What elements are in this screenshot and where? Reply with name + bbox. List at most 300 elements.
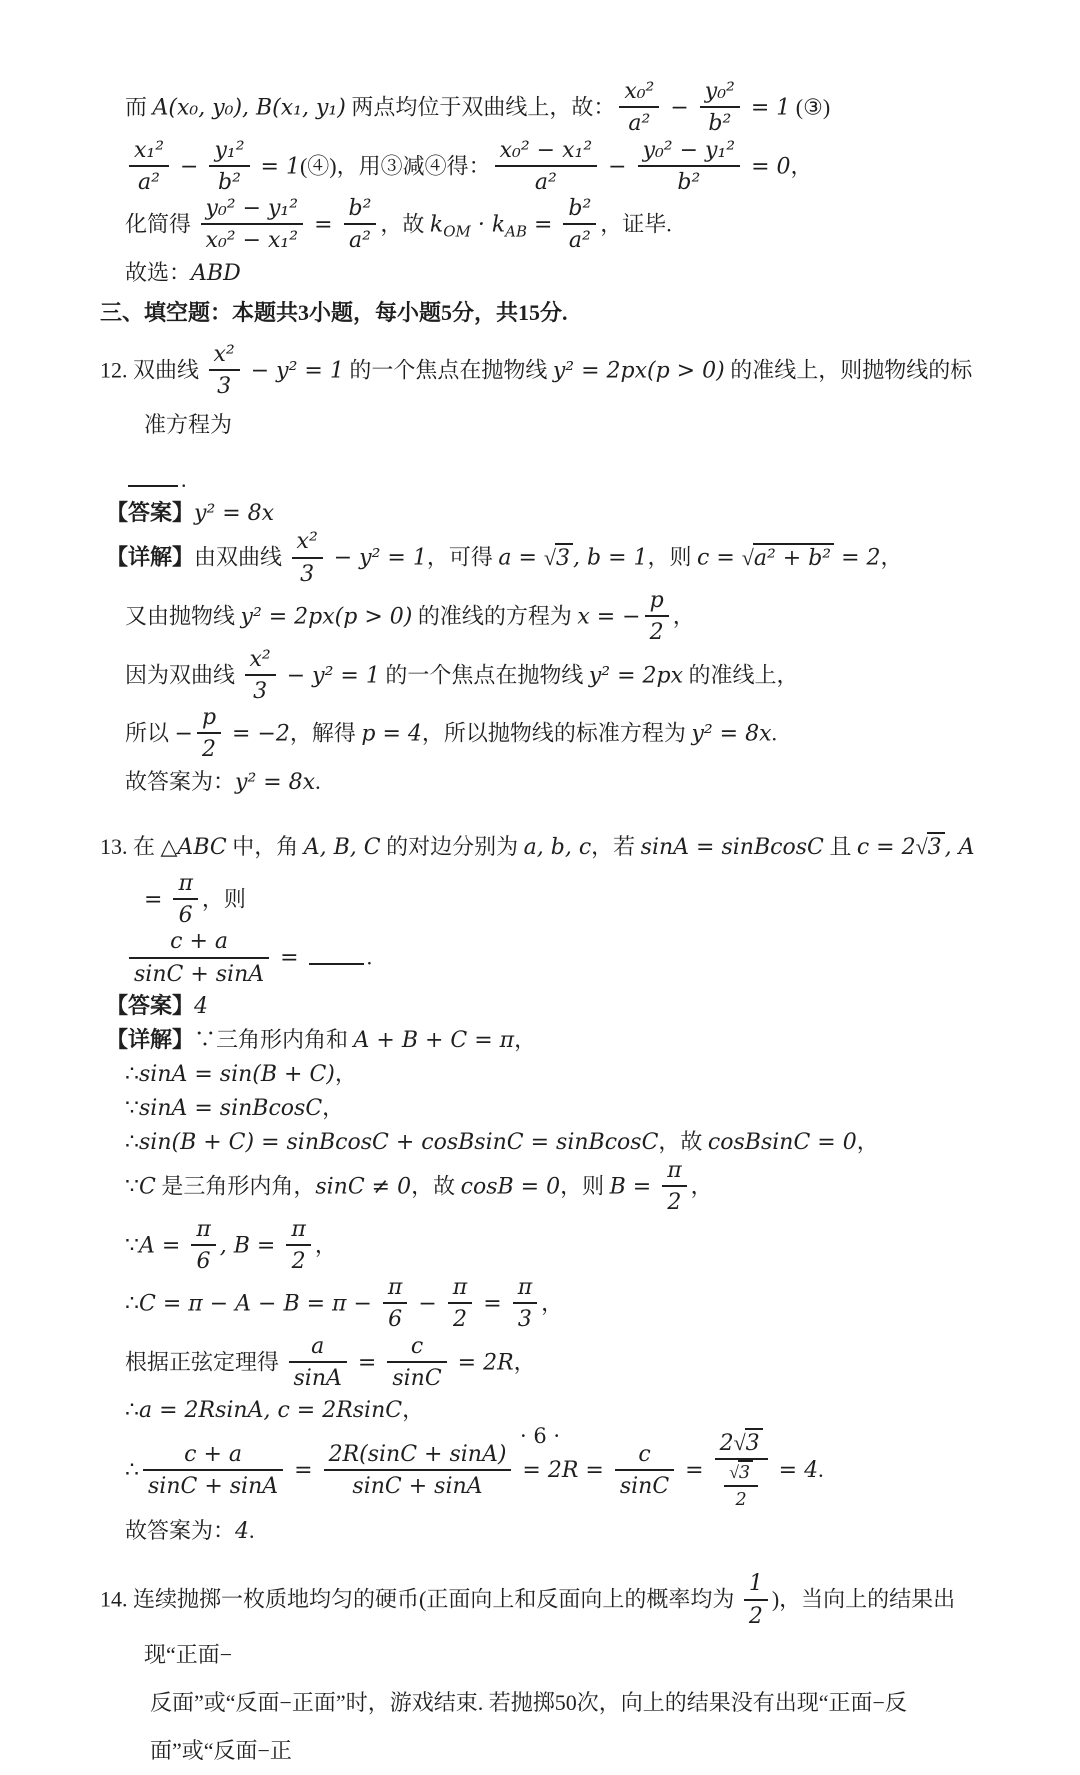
math-run: sin(B + C) = sinBcosC + cosBsinC = sinBcosC bbox=[139, 1129, 659, 1155]
numerator bbox=[201, 195, 304, 225]
q12-solution-3 bbox=[125, 648, 988, 707]
text-run: 的一个焦点在抛物线 bbox=[343, 357, 553, 383]
fraction bbox=[513, 1274, 537, 1333]
proof-step-3 bbox=[125, 197, 988, 256]
math-run: B = bbox=[609, 1174, 659, 1200]
math-run: = −2 bbox=[225, 721, 290, 747]
numerator bbox=[173, 870, 197, 900]
numerator bbox=[209, 137, 249, 167]
text-run: )，当向上的结果出现“正面− bbox=[144, 1586, 956, 1667]
math-run: , A = bbox=[144, 834, 975, 913]
math-run: A, B, C bbox=[303, 834, 381, 860]
fraction bbox=[173, 870, 197, 929]
denominator bbox=[197, 734, 221, 762]
text-run: 且 bbox=[823, 833, 857, 859]
numerator bbox=[383, 1274, 407, 1304]
math-run: 3 bbox=[217, 374, 232, 400]
math-run: = bbox=[307, 212, 340, 238]
denominator bbox=[645, 617, 669, 645]
fraction bbox=[495, 137, 598, 196]
q13-solution-5 bbox=[125, 1159, 988, 1218]
fraction bbox=[292, 528, 323, 587]
numerator bbox=[191, 1216, 215, 1246]
math-run: = 1 bbox=[253, 153, 300, 179]
text-run: ， bbox=[513, 1349, 536, 1375]
text-run: ，故 bbox=[380, 211, 430, 237]
denominator bbox=[662, 1187, 686, 1215]
math-run: , b = 1 bbox=[573, 545, 648, 571]
denominator bbox=[344, 225, 377, 253]
numerator bbox=[495, 137, 598, 167]
text-run: ，则 bbox=[201, 886, 246, 912]
math-run: a² bbox=[138, 169, 160, 195]
text-run: 的对边分别为 bbox=[380, 833, 524, 859]
math-run: = 2R bbox=[450, 1350, 514, 1376]
math-run: = 0 bbox=[744, 153, 791, 179]
math-run: π bbox=[667, 1157, 682, 1183]
math-run: 3 bbox=[927, 834, 942, 860]
math-run: c + a bbox=[184, 1441, 242, 1467]
math-run: = 4 bbox=[771, 1458, 819, 1484]
q12-solution-1 bbox=[106, 530, 988, 589]
text-run: . bbox=[366, 944, 373, 970]
fraction bbox=[563, 195, 596, 254]
proof-step-1 bbox=[125, 80, 988, 139]
math-run: − bbox=[601, 153, 634, 179]
radicand bbox=[555, 543, 573, 570]
denominator bbox=[387, 1363, 446, 1391]
math-run: k bbox=[429, 212, 444, 238]
math-run: a = 2RsinA, c = 2RsinC bbox=[139, 1398, 403, 1424]
math-run: b² bbox=[708, 111, 732, 137]
q12-solution-2 bbox=[125, 589, 988, 648]
math-run: 2 bbox=[453, 1307, 468, 1333]
fraction bbox=[324, 1441, 512, 1500]
fraction bbox=[344, 195, 377, 254]
math-run: sinA = sinBcosC bbox=[640, 834, 824, 860]
math-run: A + B + C = π bbox=[353, 1027, 515, 1053]
math-run: = 2 bbox=[834, 545, 881, 571]
math-run: 4 bbox=[235, 1519, 250, 1545]
math-run: x₁² bbox=[134, 137, 165, 163]
fraction bbox=[615, 1441, 674, 1500]
question-13-blank bbox=[125, 930, 988, 989]
numerator bbox=[513, 1274, 537, 1304]
math-subscript: AB bbox=[505, 222, 527, 241]
math-run: 1 bbox=[748, 1571, 763, 1597]
numerator bbox=[662, 1157, 686, 1187]
math-subscript: OM bbox=[443, 222, 471, 241]
math-run: y² = 8x bbox=[194, 501, 275, 527]
math-run: 2 bbox=[748, 1603, 763, 1629]
math-run: = bbox=[526, 212, 560, 238]
fraction bbox=[143, 1441, 283, 1500]
math-run: sinA bbox=[293, 1366, 342, 1392]
denominator bbox=[289, 1363, 347, 1391]
text-run: 而 bbox=[125, 94, 153, 120]
denominator bbox=[513, 1304, 537, 1332]
math-run: sinC + sinA bbox=[148, 1474, 279, 1500]
math-run: b² bbox=[568, 196, 592, 222]
q12-final-answer bbox=[125, 765, 988, 799]
math-run: y² = 8x bbox=[235, 769, 316, 795]
text-run: ，故 bbox=[658, 1128, 708, 1154]
text-run: ∴ bbox=[125, 1060, 139, 1086]
math-run: a, b, c bbox=[523, 834, 592, 860]
question-12-answer bbox=[106, 496, 988, 530]
math-run: ABD bbox=[191, 260, 241, 286]
numerator bbox=[638, 137, 741, 167]
math-run: x² bbox=[213, 341, 235, 367]
math-run: 3 bbox=[745, 1430, 760, 1456]
numerator bbox=[129, 928, 269, 958]
denominator bbox=[383, 1304, 407, 1332]
radical-sign: √ bbox=[729, 1462, 739, 1483]
denominator bbox=[715, 1460, 768, 1510]
math-run: = bbox=[350, 1350, 384, 1376]
fraction bbox=[619, 78, 659, 137]
math-run: b² bbox=[677, 169, 701, 195]
text-run: 又由抛物线 bbox=[125, 603, 241, 629]
text-run: ∵ bbox=[125, 1094, 139, 1120]
text-run: ∴ bbox=[125, 1290, 139, 1316]
text-run: 反面”或“反面−正面”时，游戏结束. 若抛掷50次，向上的结果没有出现“正面−反面”或“反面−正 bbox=[150, 1689, 907, 1763]
math-run: = 1 bbox=[743, 95, 791, 121]
math-run: 3 bbox=[556, 545, 570, 571]
fraction bbox=[129, 137, 169, 196]
math-run: = bbox=[678, 1458, 711, 1484]
math-run: , B = bbox=[219, 1232, 283, 1258]
math-run: A = bbox=[139, 1232, 188, 1258]
q13-solution-3 bbox=[125, 1091, 988, 1125]
text-run: ， bbox=[314, 1231, 337, 1257]
text-run: 是三角形内角， bbox=[155, 1173, 316, 1199]
text-run: ，可得 bbox=[426, 544, 499, 570]
label-run: 三、填空题：本题共3小题，每小题5分，共15分. bbox=[100, 299, 568, 325]
fraction bbox=[209, 341, 240, 400]
math-run: π bbox=[517, 1275, 533, 1301]
math-run: 2 bbox=[202, 737, 216, 763]
radicand bbox=[753, 543, 834, 570]
math-run: 2 bbox=[649, 620, 664, 646]
text-run: 故答案为： bbox=[125, 1518, 236, 1544]
text-run: ∴ bbox=[125, 1457, 139, 1483]
text-run: 因为双曲线 bbox=[125, 661, 241, 687]
text-run: 故选： bbox=[125, 259, 192, 285]
text-run: ， bbox=[690, 1173, 713, 1199]
math-run: y² = 2px(p > 0) bbox=[552, 358, 725, 384]
math-run: π bbox=[178, 870, 193, 896]
math-run: C bbox=[139, 1174, 156, 1200]
math-run: − bbox=[173, 153, 206, 179]
math-run: x = − bbox=[577, 604, 641, 630]
denominator bbox=[201, 225, 304, 253]
question-12 bbox=[100, 343, 988, 450]
denominator bbox=[292, 559, 323, 587]
text-run: . bbox=[181, 467, 187, 493]
text-run: ，若 bbox=[591, 833, 641, 859]
fraction bbox=[201, 195, 304, 254]
radical-sign: √ bbox=[733, 1429, 746, 1455]
denominator bbox=[245, 676, 276, 704]
math-run: cosBsinC = 0 bbox=[707, 1129, 857, 1155]
fraction bbox=[245, 646, 276, 705]
numerator bbox=[744, 1570, 768, 1600]
denominator bbox=[143, 1471, 283, 1499]
denominator bbox=[448, 1304, 472, 1332]
numerator bbox=[209, 341, 240, 371]
text-run: . bbox=[818, 1457, 824, 1483]
math-run: 3 bbox=[253, 678, 268, 704]
math-run: a² bbox=[348, 228, 371, 254]
math-run: 2 bbox=[735, 1490, 747, 1511]
math-run: c bbox=[410, 1333, 424, 1359]
math-run: cosB = 0 bbox=[460, 1174, 561, 1200]
text-run: 中，角 bbox=[226, 833, 304, 859]
sqrt-radical bbox=[742, 545, 834, 570]
text-run: ∴ bbox=[125, 1128, 139, 1154]
numerator bbox=[387, 1333, 446, 1363]
math-run: sinC bbox=[392, 1366, 442, 1392]
radical-sign: √ bbox=[741, 544, 754, 570]
text-run: ∵ bbox=[125, 1231, 139, 1257]
fraction bbox=[724, 1462, 758, 1510]
math-run: − bbox=[411, 1291, 444, 1317]
text-run: ，则 bbox=[560, 1173, 610, 1199]
math-run: y₀² − y₁² bbox=[642, 137, 736, 163]
q13-solution-9 bbox=[125, 1393, 988, 1427]
math-run: c = 2 bbox=[856, 834, 916, 860]
numerator bbox=[700, 78, 740, 108]
math-run: 6 bbox=[388, 1307, 403, 1333]
math-run: y² = 8x bbox=[691, 721, 772, 747]
math-run: c bbox=[638, 1441, 651, 1467]
text-run: ∵三角形内角和 bbox=[194, 1026, 354, 1052]
label-run: 【答案】 bbox=[106, 992, 195, 1018]
denominator bbox=[744, 1601, 768, 1629]
numerator bbox=[645, 587, 669, 617]
q13-solution-7 bbox=[125, 1276, 988, 1335]
text-run: ， bbox=[334, 1060, 357, 1086]
denominator bbox=[173, 900, 197, 928]
radical-sign: √ bbox=[543, 544, 556, 570]
numerator bbox=[289, 1333, 347, 1363]
math-run: a² + b² bbox=[753, 545, 832, 571]
denominator bbox=[209, 167, 249, 195]
text-run: ， bbox=[402, 1397, 425, 1423]
answer-selected bbox=[125, 256, 988, 290]
fraction bbox=[209, 137, 249, 196]
denominator bbox=[563, 225, 596, 253]
math-run: a = bbox=[498, 545, 544, 571]
text-run: . bbox=[771, 720, 778, 746]
math-run: x₀² bbox=[624, 79, 655, 104]
text-run: 12. 双曲线 bbox=[100, 357, 205, 383]
numerator bbox=[724, 1462, 758, 1487]
math-run: 4 bbox=[194, 993, 209, 1019]
math-run: π bbox=[291, 1216, 306, 1242]
denominator bbox=[191, 1246, 215, 1274]
math-run: △ABC bbox=[160, 834, 227, 860]
text-run: ， bbox=[322, 1094, 345, 1120]
fraction bbox=[700, 78, 740, 137]
fraction bbox=[129, 928, 269, 987]
text-run: ，解得 bbox=[289, 720, 362, 746]
math-run: 6 bbox=[178, 903, 193, 929]
text-run: ， bbox=[541, 1290, 564, 1316]
sqrt-radical bbox=[729, 1462, 753, 1482]
fraction bbox=[289, 1333, 347, 1392]
math-run: y² = 2px bbox=[588, 662, 684, 688]
math-run: 6 bbox=[196, 1248, 211, 1274]
denominator bbox=[209, 371, 240, 399]
math-run: = bbox=[273, 945, 306, 971]
q13-solution-2 bbox=[125, 1057, 988, 1091]
q13-solution-8 bbox=[125, 1335, 988, 1394]
math-run: a² bbox=[568, 228, 591, 254]
proof-step-2 bbox=[125, 139, 988, 198]
math-run: C = π − A − B = π − bbox=[139, 1291, 379, 1317]
answer-blank bbox=[309, 947, 364, 965]
fraction bbox=[645, 587, 669, 646]
text-run: 的一个焦点在抛物线 bbox=[379, 661, 589, 687]
numerator bbox=[292, 528, 323, 558]
math-run: sinC bbox=[619, 1474, 670, 1500]
text-run: ，证毕. bbox=[600, 211, 672, 237]
text-run: ，故 bbox=[411, 1173, 461, 1199]
text-run: 的准线上， bbox=[683, 661, 799, 687]
denominator bbox=[286, 1246, 310, 1274]
math-run: y₁² bbox=[214, 137, 245, 163]
math-run: x₀² − x₁² bbox=[499, 137, 593, 163]
fraction bbox=[286, 1216, 310, 1275]
q13-final-answer bbox=[125, 1514, 988, 1548]
text-run: 所以 bbox=[125, 720, 175, 746]
math-run: b² bbox=[218, 169, 241, 195]
text-run: ， bbox=[672, 603, 695, 629]
text-run: . bbox=[315, 768, 321, 794]
numerator bbox=[197, 704, 221, 734]
math-run: a² bbox=[628, 111, 651, 137]
sqrt-radical bbox=[544, 545, 573, 570]
math-run: · k bbox=[470, 212, 506, 238]
denominator bbox=[638, 167, 741, 195]
text-run: ，所以抛物线的标准方程为 bbox=[421, 720, 692, 746]
answer-blank bbox=[128, 469, 178, 487]
q13-solution-1 bbox=[106, 1023, 988, 1057]
text-run: 由双曲线 bbox=[194, 544, 288, 570]
math-run: 3 bbox=[300, 561, 315, 587]
math-run: p bbox=[649, 587, 664, 613]
text-run: (③) bbox=[790, 94, 831, 120]
q13-solution-4 bbox=[125, 1125, 988, 1159]
math-run: sinC + sinA bbox=[134, 961, 265, 987]
numerator bbox=[129, 137, 169, 167]
numerator bbox=[563, 195, 596, 225]
text-run: 的准线的方程为 bbox=[412, 603, 578, 629]
math-run: − bbox=[663, 95, 696, 121]
text-run: ， bbox=[856, 1128, 879, 1154]
fraction bbox=[448, 1274, 472, 1333]
text-run: ，则 bbox=[647, 544, 698, 570]
numerator bbox=[619, 78, 659, 108]
denominator bbox=[724, 1487, 758, 1510]
text-run: 根据正弦定理得 bbox=[125, 1349, 285, 1375]
question-13 bbox=[100, 823, 988, 931]
math-run: π bbox=[196, 1216, 211, 1242]
text-run: 14. 连续抛掷一枚质地均匀的硬币(正面向上和反面向上的概率均为 bbox=[100, 1586, 740, 1612]
fraction bbox=[662, 1157, 686, 1216]
math-run: y² = 2px(p > 0) bbox=[240, 604, 413, 630]
question-14-line-2 bbox=[150, 1679, 988, 1775]
math-run: y₀² bbox=[704, 79, 735, 104]
math-run: − y² = 1 bbox=[243, 358, 344, 384]
text-run: 两点均位于双曲线上，故： bbox=[345, 94, 616, 120]
sqrt-radical bbox=[916, 834, 945, 859]
radical-sign: √ bbox=[915, 833, 928, 859]
denominator bbox=[495, 167, 598, 195]
question-14-line-1 bbox=[100, 1572, 988, 1679]
math-run: a² bbox=[534, 169, 557, 195]
fraction bbox=[387, 1333, 446, 1392]
math-run: = 2R = bbox=[515, 1458, 611, 1484]
math-run: π bbox=[387, 1275, 403, 1301]
denominator bbox=[129, 167, 169, 195]
math-run: π bbox=[452, 1275, 468, 1301]
text-run: (④)，用③减④得： bbox=[299, 152, 491, 178]
math-run: sinA = sinBcosC bbox=[139, 1095, 323, 1121]
q12-solution-4 bbox=[125, 706, 988, 765]
math-run: 2R(sinC + sinA) bbox=[328, 1441, 507, 1467]
numerator bbox=[344, 195, 377, 225]
section-title bbox=[100, 296, 988, 329]
math-run: − y² = 1 bbox=[326, 545, 427, 571]
denominator bbox=[700, 108, 740, 136]
text-run: ， bbox=[514, 1026, 537, 1052]
fraction bbox=[638, 137, 741, 196]
math-run: sinC + sinA bbox=[352, 1474, 483, 1500]
math-run: a bbox=[311, 1333, 325, 1359]
numerator bbox=[245, 646, 276, 676]
numerator bbox=[448, 1274, 472, 1304]
denominator bbox=[324, 1471, 512, 1499]
fraction bbox=[191, 1216, 215, 1275]
text-run: ， bbox=[880, 544, 903, 570]
question-13-answer bbox=[106, 989, 988, 1023]
math-run: 2 bbox=[291, 1248, 306, 1274]
label-run: 【详解】 bbox=[106, 544, 195, 570]
label-run: 【详解】 bbox=[106, 1026, 195, 1052]
math-run: 3 bbox=[738, 1463, 751, 1484]
math-run: 2 bbox=[667, 1190, 682, 1216]
math-run: b² bbox=[348, 196, 372, 222]
math-run: = bbox=[287, 1458, 320, 1484]
math-run: c = bbox=[697, 545, 742, 571]
math-run: − bbox=[174, 721, 193, 747]
math-run: x² bbox=[249, 646, 271, 672]
denominator bbox=[619, 108, 659, 136]
math-run: x₀² − x₁² bbox=[205, 228, 299, 254]
math-run: 3 bbox=[517, 1307, 532, 1333]
math-run: sinA = sin(B + C) bbox=[139, 1061, 335, 1087]
radicand bbox=[738, 1460, 753, 1482]
q13-solution-6 bbox=[125, 1218, 988, 1277]
text-run: ∴ bbox=[125, 1397, 139, 1423]
text-run: . bbox=[249, 1518, 255, 1544]
label-run: 【答案】 bbox=[106, 500, 195, 526]
text-run: 故答案为： bbox=[125, 768, 236, 794]
denominator bbox=[615, 1471, 674, 1499]
